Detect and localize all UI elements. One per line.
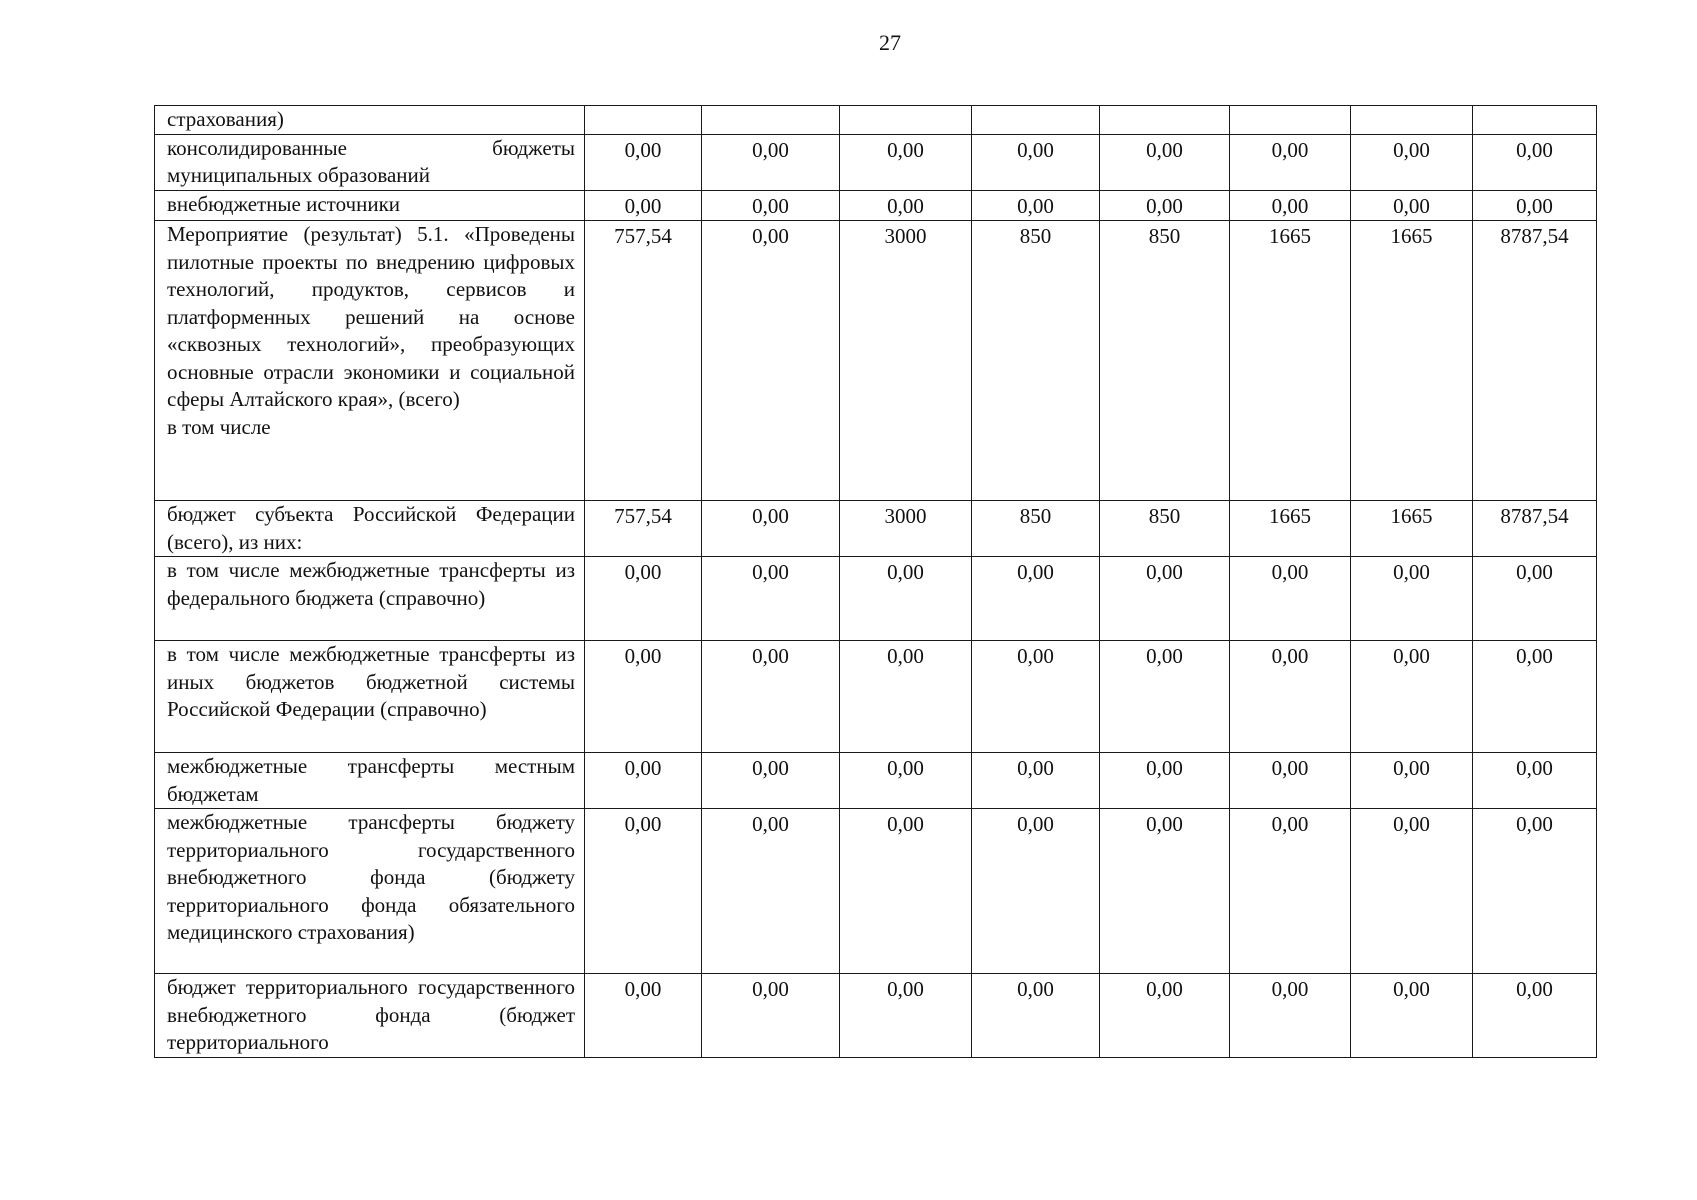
value-cell: 0,00 xyxy=(840,974,972,1058)
table-row xyxy=(155,106,1597,135)
value-cell: 0,00 xyxy=(702,134,840,190)
value-cell: 0,00 xyxy=(585,134,702,190)
value-cell: 0,00 xyxy=(1351,190,1473,221)
value-cell: 0,00 xyxy=(702,557,840,641)
table-row xyxy=(155,641,1597,753)
value-cell: 850 xyxy=(1100,501,1230,557)
value-cell: 0,00 xyxy=(972,753,1100,809)
value-cell: 0,00 xyxy=(840,190,972,221)
row-label: бюджет территориального государственного внебюджетного фонда (бюджет территориального xyxy=(155,974,585,1058)
table-row xyxy=(155,753,1597,809)
budget-table xyxy=(154,105,1597,1058)
value-cell: 850 xyxy=(972,501,1100,557)
value-cell xyxy=(702,106,840,135)
value-cell: 0,00 xyxy=(1351,134,1473,190)
value-cell: 0,00 xyxy=(702,641,840,753)
table-row xyxy=(155,134,1597,190)
table-row xyxy=(155,221,1597,501)
value-cell: 0,00 xyxy=(1351,809,1473,974)
table-row xyxy=(155,809,1597,974)
value-cell: 0,00 xyxy=(972,974,1100,1058)
value-cell: 1665 xyxy=(1230,221,1351,501)
value-cell xyxy=(1351,106,1473,135)
row-label: межбюджетные трансферты бюджету территориального государственного внебюджетного фонда (бюджету территориального фонда обязательного медицинского страхования) xyxy=(155,809,585,974)
value-cell: 850 xyxy=(972,221,1100,501)
value-cell: 0,00 xyxy=(1473,190,1597,221)
value-cell: 1665 xyxy=(1230,501,1351,557)
row-label: внебюджетные источники xyxy=(155,190,585,221)
value-cell: 0,00 xyxy=(1473,557,1597,641)
value-cell xyxy=(1230,106,1351,135)
value-cell: 757,54 xyxy=(585,221,702,501)
row-label: бюджет субъекта Российской Федерации (всего), из них: xyxy=(155,501,585,557)
value-cell: 850 xyxy=(1100,221,1230,501)
value-cell: 1665 xyxy=(1351,221,1473,501)
value-cell: 0,00 xyxy=(840,809,972,974)
value-cell: 0,00 xyxy=(1230,809,1351,974)
value-cell: 757,54 xyxy=(585,501,702,557)
value-cell: 0,00 xyxy=(840,134,972,190)
table-row xyxy=(155,501,1597,557)
value-cell: 0,00 xyxy=(972,557,1100,641)
value-cell: 0,00 xyxy=(1230,190,1351,221)
value-cell: 0,00 xyxy=(972,190,1100,221)
row-label: Мероприятие (результат) 5.1. «Проведены пилотные проекты по внедрению цифровых технологий, продуктов, сервисов и платформенных решений на основе «сквозных технологий», преобразующих основные отрасли экономики и социальной сферы Алтайского края», (всего) в том числе xyxy=(155,221,585,501)
value-cell: 1665 xyxy=(1351,501,1473,557)
value-cell xyxy=(1473,106,1597,135)
value-cell: 0,00 xyxy=(1351,557,1473,641)
value-cell: 0,00 xyxy=(1230,974,1351,1058)
value-cell: 0,00 xyxy=(585,753,702,809)
table-row xyxy=(155,974,1597,1058)
budget-table-body xyxy=(155,106,1597,1058)
row-label: в том числе межбюджетные трансферты из иных бюджетов бюджетной системы Российской Федерации (справочно) xyxy=(155,641,585,753)
value-cell: 0,00 xyxy=(840,557,972,641)
value-cell: 0,00 xyxy=(1473,753,1597,809)
row-label: страхования) xyxy=(155,106,585,135)
value-cell: 0,00 xyxy=(972,641,1100,753)
value-cell: 0,00 xyxy=(585,190,702,221)
value-cell: 0,00 xyxy=(702,809,840,974)
value-cell: 0,00 xyxy=(1100,134,1230,190)
value-cell: 0,00 xyxy=(1100,190,1230,221)
value-cell: 0,00 xyxy=(1100,641,1230,753)
value-cell: 0,00 xyxy=(585,809,702,974)
value-cell: 0,00 xyxy=(1473,974,1597,1058)
value-cell xyxy=(1100,106,1230,135)
value-cell: 0,00 xyxy=(1230,753,1351,809)
value-cell: 0,00 xyxy=(702,221,840,501)
row-label: консолидированные бюджеты муниципальных образований xyxy=(155,134,585,190)
value-cell: 0,00 xyxy=(702,753,840,809)
value-cell: 0,00 xyxy=(1230,557,1351,641)
value-cell: 0,00 xyxy=(1100,753,1230,809)
value-cell: 3000 xyxy=(840,501,972,557)
value-cell: 8787,54 xyxy=(1473,221,1597,501)
page-number: 27 xyxy=(879,30,901,55)
table-row xyxy=(155,557,1597,641)
value-cell: 0,00 xyxy=(1473,809,1597,974)
row-label: в том числе межбюджетные трансферты из федерального бюджета (справочно) xyxy=(155,557,585,641)
value-cell: 3000 xyxy=(840,221,972,501)
value-cell xyxy=(972,106,1100,135)
value-cell: 0,00 xyxy=(1100,557,1230,641)
value-cell xyxy=(840,106,972,135)
value-cell: 8787,54 xyxy=(1473,501,1597,557)
value-cell: 0,00 xyxy=(1351,753,1473,809)
value-cell: 0,00 xyxy=(972,809,1100,974)
value-cell: 0,00 xyxy=(1230,641,1351,753)
value-cell: 0,00 xyxy=(1351,974,1473,1058)
value-cell: 0,00 xyxy=(1100,809,1230,974)
value-cell: 0,00 xyxy=(972,134,1100,190)
table-row xyxy=(155,190,1597,221)
value-cell: 0,00 xyxy=(702,501,840,557)
value-cell: 0,00 xyxy=(1351,641,1473,753)
value-cell: 0,00 xyxy=(585,557,702,641)
value-cell: 0,00 xyxy=(702,974,840,1058)
value-cell: 0,00 xyxy=(1230,134,1351,190)
value-cell: 0,00 xyxy=(1100,974,1230,1058)
value-cell: 0,00 xyxy=(1473,641,1597,753)
value-cell: 0,00 xyxy=(585,974,702,1058)
value-cell: 0,00 xyxy=(840,641,972,753)
value-cell: 0,00 xyxy=(1473,134,1597,190)
row-label: межбюджетные трансферты местным бюджетам xyxy=(155,753,585,809)
value-cell: 0,00 xyxy=(702,190,840,221)
value-cell: 0,00 xyxy=(585,641,702,753)
value-cell: 0,00 xyxy=(840,753,972,809)
value-cell xyxy=(585,106,702,135)
